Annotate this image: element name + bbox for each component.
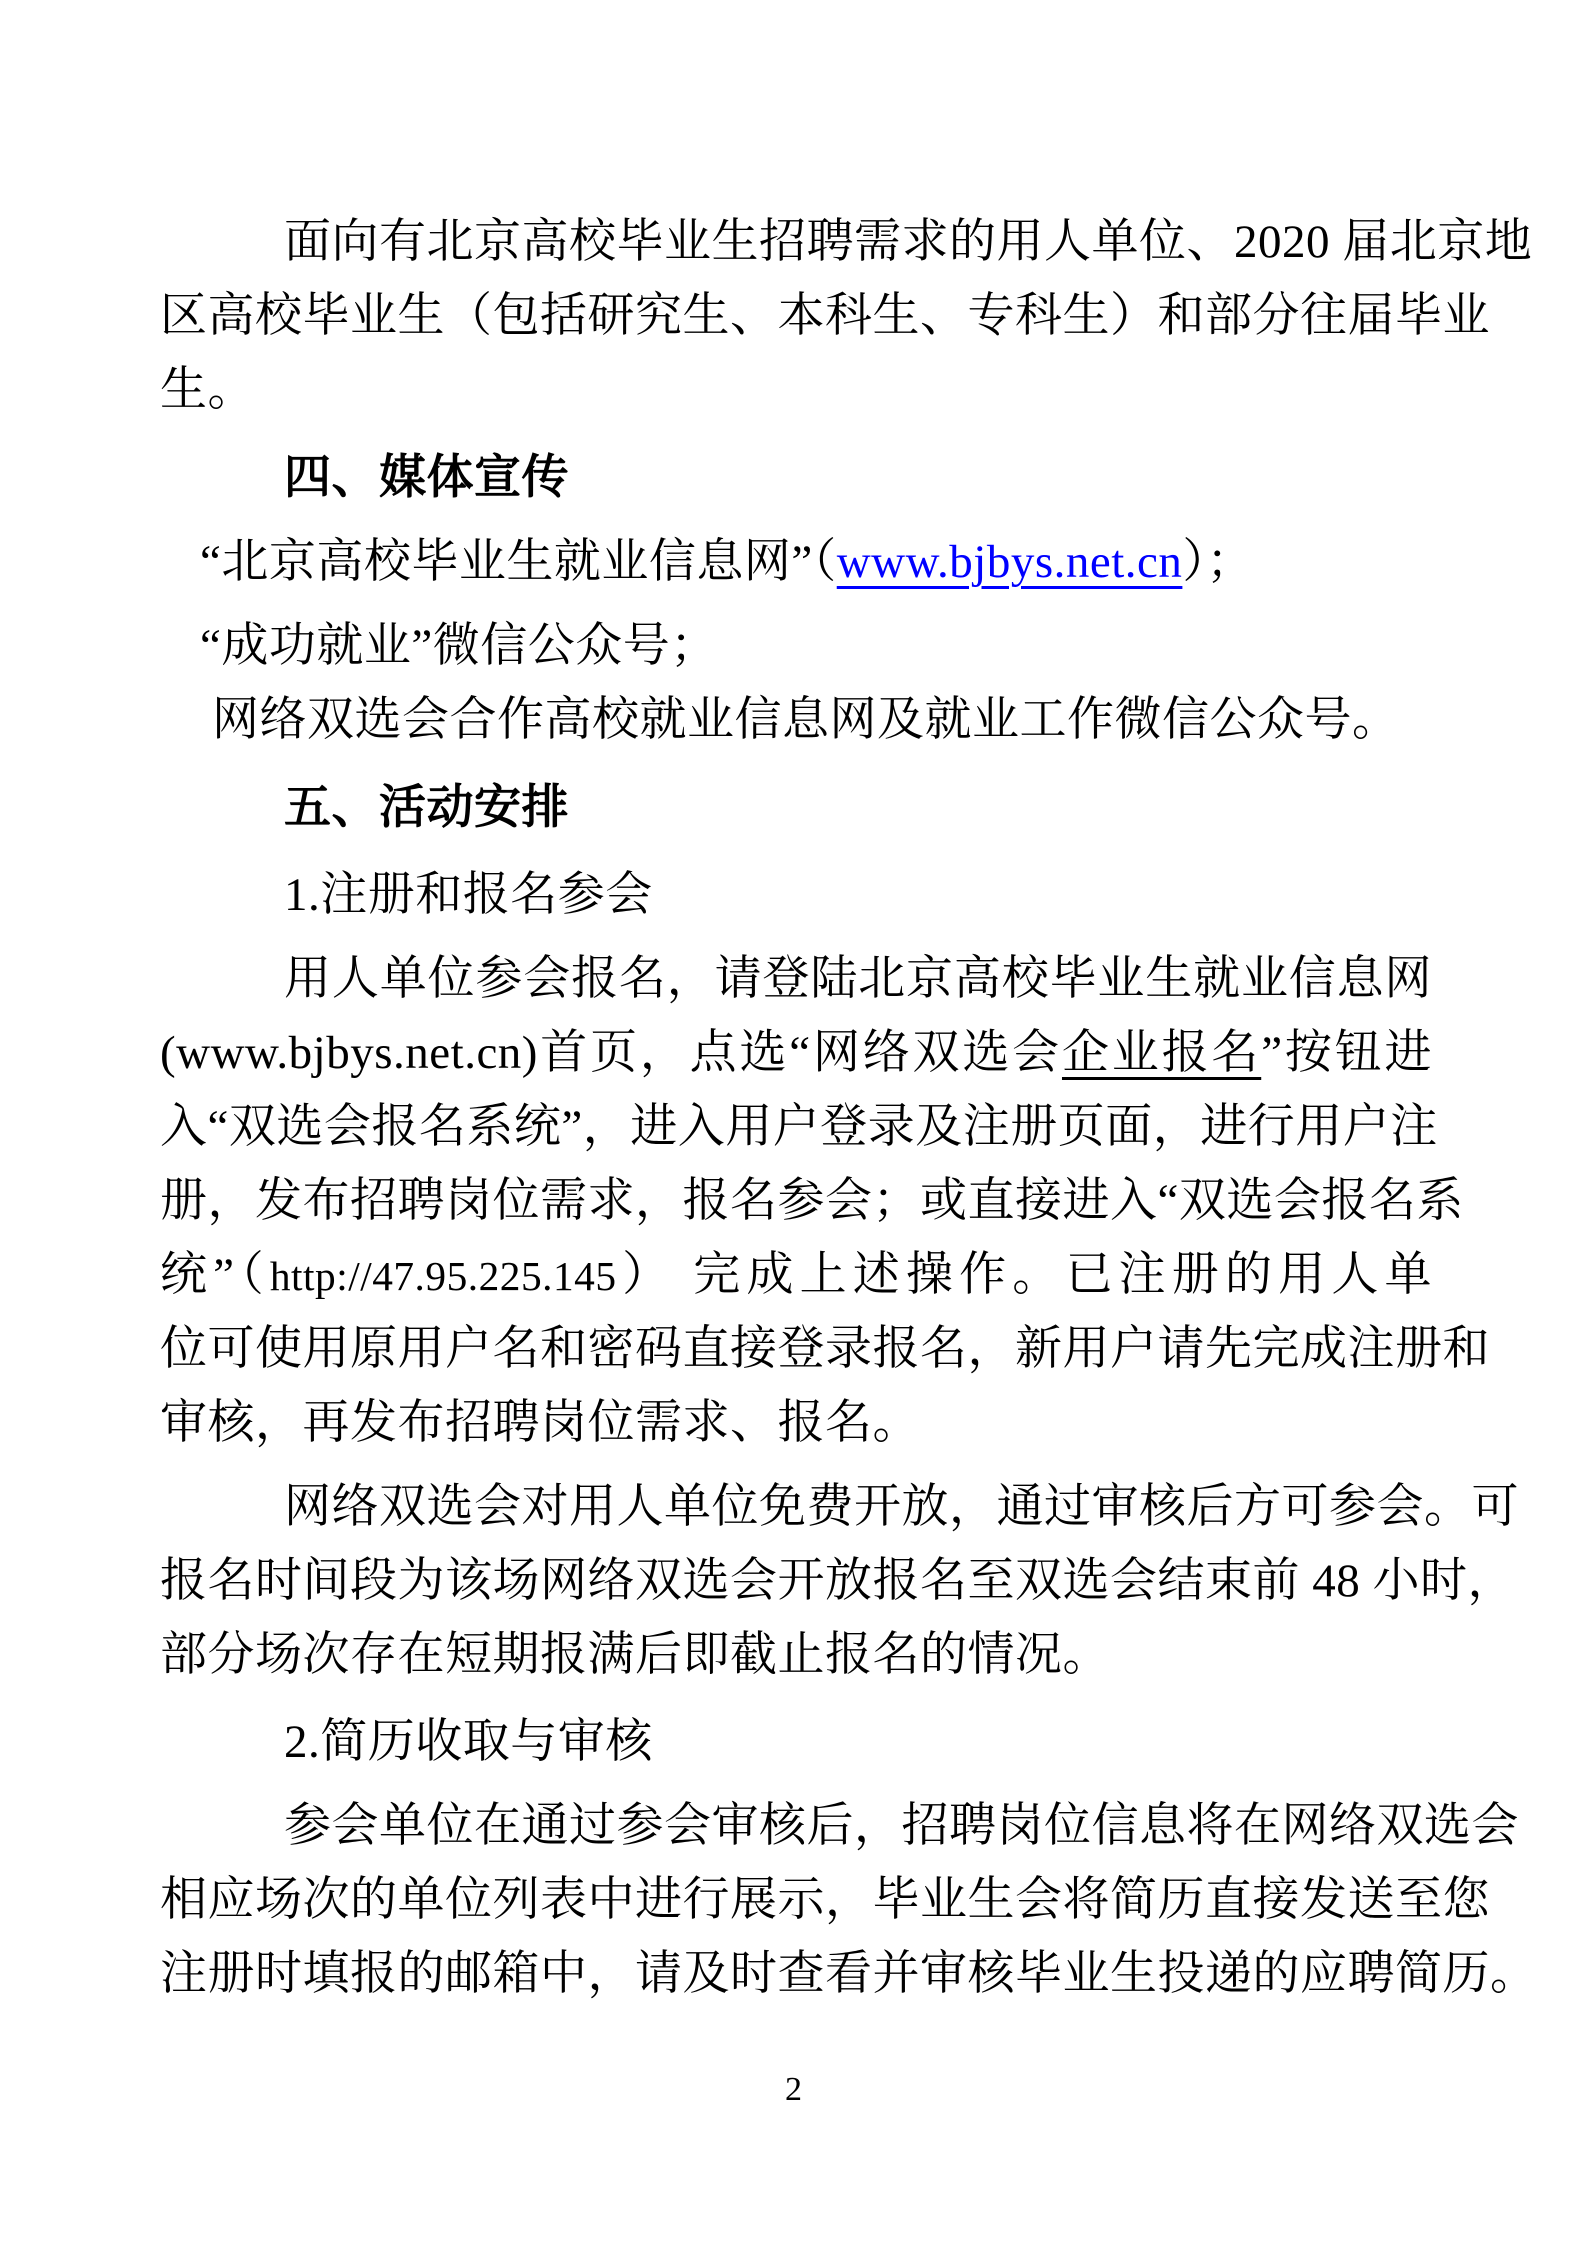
text-run: 统”（	[160, 1249, 270, 1301]
text-run: ”按钮进	[1261, 1027, 1432, 1079]
paragraph-audience-line-1	[160, 205, 1533, 279]
text-run: 1.注册和报名参会	[284, 869, 653, 921]
text-run: 报名时间段为该场网络双选会开放报名至双选会结束前 48 小时，	[160, 1555, 1515, 1607]
paragraph-resume-line-2	[160, 1863, 1490, 1937]
text-run: 生。	[160, 364, 255, 416]
media-channel-bjbys	[160, 525, 1432, 599]
paragraph-audience-line-2	[160, 279, 1490, 353]
text-run: (www.bjbys.net.cn)首页，点选“网络双选会	[160, 1027, 1062, 1079]
paragraph-register-line-4	[160, 1164, 1464, 1238]
media-channel-partner-sites	[160, 683, 1432, 757]
section-heading-media	[160, 441, 1432, 515]
text-run: 册，发布招聘岗位需求，报名参会；或直接进入“双选会报名系	[160, 1175, 1464, 1227]
paragraph-register-line-2	[160, 1016, 1432, 1090]
paragraph-register-line-3	[160, 1090, 1438, 1164]
text-run: 2.简历收取与审核	[284, 1716, 653, 1768]
text-run: 用人单位参会报名，请登陆北京高校毕业生就业信息网	[284, 953, 1432, 1005]
text-run: 相应场次的单位列表中进行展示，毕业生会将简历直接发送至您	[160, 1874, 1490, 1926]
text-run: 注册时填报的邮箱中，请及时查看并审核毕业生投递的应聘简历。	[160, 1948, 1538, 2000]
text-run: 五、活动安排	[284, 782, 569, 834]
page-number: 2	[785, 2071, 802, 2108]
text-run: 位可使用原用户名和密码直接登录报名，新用户请先完成注册和	[160, 1323, 1490, 1375]
paragraph-free-access-line-3	[160, 1618, 1432, 1692]
link-bjbys[interactable]: www.bjbys.net.cn	[836, 536, 1183, 588]
paragraph-register-line-5	[160, 1238, 1432, 1312]
text-run: 审核，再发布招聘岗位需求、报名。	[160, 1397, 920, 1449]
text-run: 区高校毕业生（包括研究生、本科生、专科生）和部分往届毕业	[160, 290, 1490, 342]
paragraph-free-access-line-1	[160, 1470, 1519, 1544]
text-run: 参会单位在通过参会审核后，招聘岗位信息将在网络双选会	[284, 1800, 1519, 1852]
paragraph-audience-line-3	[160, 353, 1432, 427]
enterprise-signup-emphasis: 企业报名	[1061, 1027, 1262, 1079]
text-run: 四、媒体宣传	[284, 452, 569, 504]
text-run: 面向有北京高校毕业生招聘需求的用人单位、2020 届北京地	[284, 216, 1533, 268]
paragraph-resume-line-1	[160, 1789, 1519, 1863]
section-heading-schedule	[160, 771, 1432, 845]
text-run: “成功就业”微信公众号；	[200, 620, 718, 672]
subsection-2-title	[160, 1705, 1432, 1779]
text-run: ） 完成上述操作。已注册的用人单	[616, 1249, 1432, 1301]
paragraph-register-line-1	[160, 942, 1432, 1016]
text-run: “北京高校毕业生就业信息网”（	[200, 536, 837, 588]
signup-system-url: http://47.95.225.145	[269, 1253, 617, 1299]
text-run: 网络双选会合作高校就业信息网及就业工作微信公众号。	[212, 694, 1400, 746]
paragraph-free-access-line-2	[160, 1544, 1515, 1618]
media-channel-wechat	[160, 609, 1432, 683]
document-body	[160, 205, 1538, 2011]
paragraph-register-line-6	[160, 1312, 1490, 1386]
subsection-1-title	[160, 858, 1432, 932]
text-run: 网络双选会对用人单位免费开放，通过审核后方可参会。可	[284, 1481, 1519, 1533]
text-run: 部分场次存在短期报满后即截止报名的情况。	[160, 1629, 1110, 1681]
paragraph-resume-line-3	[160, 1937, 1538, 2011]
paragraph-register-line-7	[160, 1386, 1432, 1460]
text-run: ）；	[1182, 536, 1254, 588]
text-run: 入“双选会报名系统”，进入用户登录及注册页面，进行用户注	[160, 1101, 1438, 1153]
